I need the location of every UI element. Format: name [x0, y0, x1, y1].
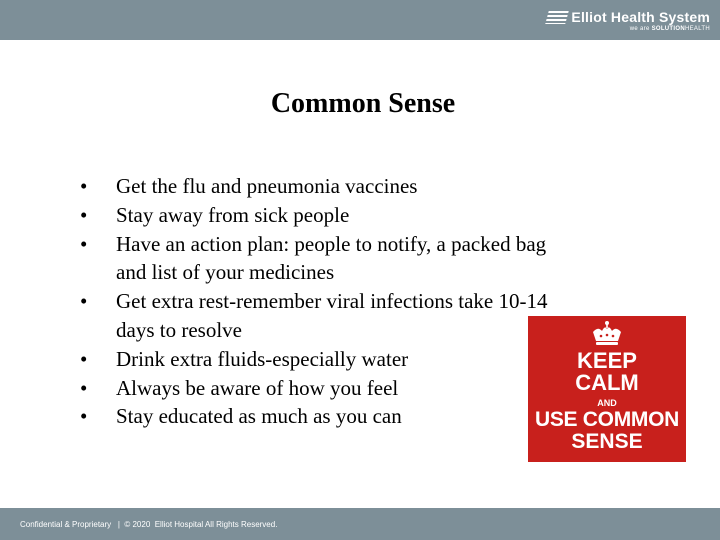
footer-bar: [0, 508, 720, 540]
bullet-item: [80, 287, 550, 345]
bullet-item: [80, 201, 550, 230]
bullet-text: Drink extra fluids-especially water: [116, 346, 409, 371]
bullet-text: Have an action plan: people to notify, a packed bag and list of your medicines: [116, 231, 547, 285]
bullet-dot: •: [80, 289, 88, 314]
bullet-list: [80, 172, 550, 431]
logo-name: Elliot Health System: [571, 9, 710, 25]
bullet-item: [80, 172, 550, 201]
bullet-dot: •: [80, 346, 88, 371]
poster-line-calm: CALM: [575, 370, 639, 395]
bullet-item: [80, 230, 550, 288]
logo-tagline-prefix: we are: [629, 26, 650, 32]
bullet-text: Stay away from sick people: [116, 202, 350, 227]
footer-copyright: Confidential & Proprietary | © 2020 Elliot Hospital All Rights Reserved.: [20, 520, 278, 529]
logo-mark-icon: [546, 11, 569, 24]
poster-line-keep: KEEP: [577, 348, 637, 373]
bullet-dot: •: [80, 404, 88, 429]
slide-title: Common Sense: [270, 88, 456, 119]
bullet-dot: •: [80, 375, 88, 400]
bullet-text: Get the flu and pneumonia vaccines: [116, 174, 418, 198]
logo-tagline-brand: SOLUTION: [651, 26, 685, 32]
logo-tagline-suffix: HEALTH: [684, 26, 710, 32]
bullet-item: [80, 374, 550, 403]
logo-tagline: [547, 26, 710, 32]
crown-icon: [590, 320, 624, 348]
bullet-item: [80, 402, 550, 431]
bullet-item: [80, 345, 550, 374]
elliot-health-logo: [547, 9, 710, 32]
bullet-dot: •: [80, 174, 88, 198]
bullet-text: Always be aware of how you feel: [116, 375, 399, 400]
poster-line-sense: SENSE: [571, 430, 643, 453]
bullet-text: Get extra rest-remember viral infections take 10-14 days to resolve: [116, 289, 548, 342]
bullet-dot: •: [80, 202, 88, 227]
header-bar: [0, 0, 720, 40]
poster-line-use-common: USE COMMON: [534, 408, 679, 431]
poster-line-and: AND: [597, 398, 617, 408]
bullet-text: Stay educated as much as you can: [116, 404, 402, 429]
bullet-dot: •: [80, 231, 88, 256]
keep-calm-poster: [528, 316, 686, 462]
